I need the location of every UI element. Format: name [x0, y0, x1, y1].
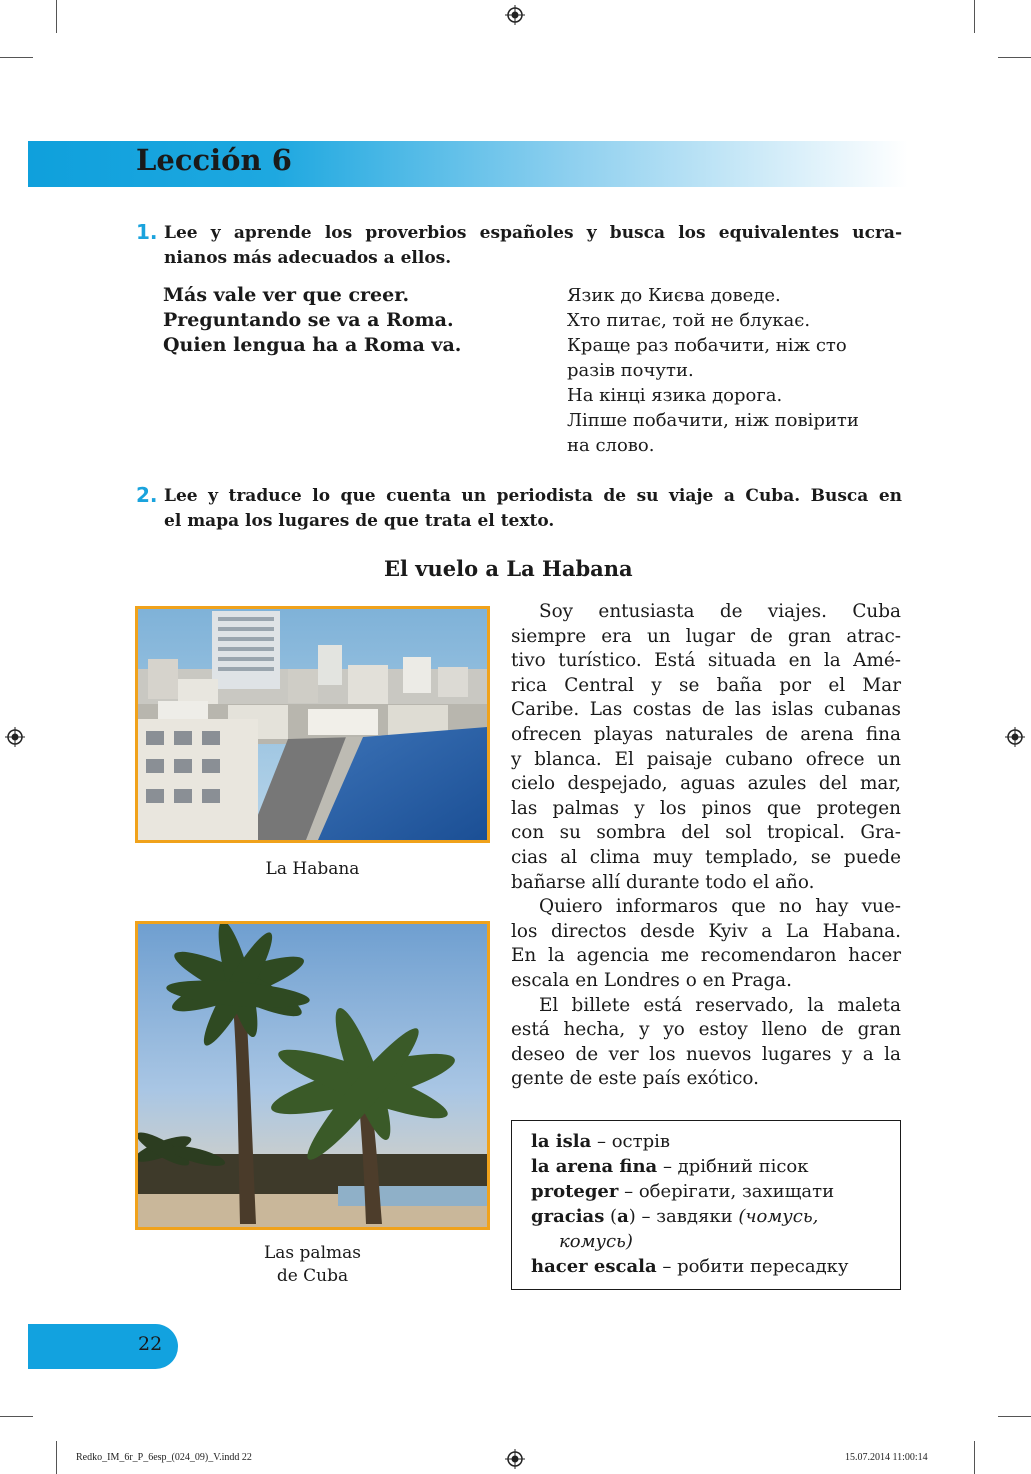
crop-mark: [0, 57, 33, 58]
vocab-paren-open: (: [604, 1206, 618, 1227]
exercise-2-number: 2.: [136, 483, 158, 507]
instruction-line: nianos más adecuados a ellos.: [164, 248, 452, 268]
crop-mark: [974, 1441, 975, 1474]
vocab-preposition: a: [617, 1206, 629, 1227]
footer-date-slug: 15.07.2014 11:00:14: [845, 1452, 928, 1463]
vocab-term: gracias: [531, 1206, 605, 1227]
story-text: [511, 600, 901, 1092]
vocab-row: [531, 1154, 900, 1179]
registration-mark-icon: [505, 5, 525, 25]
equivalent-line: Ліпше побачити, ніж повірити: [567, 410, 859, 431]
story-line: siempre era un lugar de gran atrac-: [511, 625, 901, 647]
vocab-row: [531, 1229, 900, 1254]
story-line: gente de este país exótico.: [511, 1068, 759, 1090]
proverb: Quien lengua ha a Roma va.: [163, 334, 462, 356]
instruction-line: el mapa los lugares de que trata el texto.: [164, 511, 555, 531]
story-line: En la agencia me recomendaron hacer: [511, 945, 901, 967]
instruction-line: Lee y aprende los proverbios españoles y busca los equivalentes ucra-: [164, 223, 902, 243]
caption-line: Las palmas: [264, 1243, 361, 1263]
story-line: cias al clima muy templado, se puede: [511, 846, 901, 868]
story-line: y blanca. El paisaje cubano ofrece un: [511, 748, 901, 770]
vocab-translation: – робити пересадку: [656, 1256, 849, 1277]
vocab-note: комусь): [559, 1231, 633, 1252]
equivalent-line: Хто питає, той не блукає.: [567, 310, 811, 331]
crop-mark: [998, 57, 1031, 58]
palms-photo: [135, 921, 490, 1230]
vocab-row: [531, 1179, 900, 1204]
crop-mark: [56, 0, 57, 33]
story-line: rica Central y se baña por el Mar: [511, 674, 901, 696]
vocab-paren-close: ): [628, 1206, 636, 1227]
story-line: Caribe. Las costas de las islas cubanas: [511, 699, 901, 721]
story-line: los directos desde Kyiv a La Habana.: [511, 920, 901, 942]
caption-line: de Cuba: [276, 1266, 349, 1286]
exercise-1-instruction: [164, 221, 902, 271]
story-line: bañarse allí durante todo el año.: [511, 871, 815, 893]
lesson-title: Lección 6: [136, 143, 292, 177]
equivalent-line: На кінці язика дорога.: [567, 385, 783, 406]
vocab-term: proteger: [531, 1181, 619, 1202]
registration-mark-icon: [1005, 727, 1025, 747]
instruction-line: Lee y traduce lo que cuenta un periodista de su viaje a Cuba. Busca en: [164, 486, 902, 506]
registration-mark-icon: [5, 727, 25, 747]
vocabulary-box: [511, 1120, 901, 1290]
story-title: El vuelo a La Habana: [384, 556, 633, 581]
vocab-row: [531, 1129, 900, 1154]
proverb: Más vale ver que creer.: [163, 284, 410, 306]
story-line: las palmas y los pinos que protegen: [511, 797, 901, 819]
story-line: ofrecen playas naturales de arena fina: [511, 723, 901, 745]
vocab-translation: – оберігати, захищати: [618, 1181, 835, 1202]
vocab-note: (чомусь,: [738, 1206, 819, 1227]
vocab-translation: – острів: [591, 1131, 670, 1152]
palms-caption: [135, 1242, 490, 1288]
story-line: El billete está reservado, la maleta: [539, 994, 901, 1016]
ukrainian-equivalents: [567, 283, 907, 458]
exercise-2-instruction: [164, 484, 902, 534]
story-line: deseo de ver los nuevos lugares y a la: [511, 1043, 901, 1065]
story-line: escala en Londres o en Praga.: [511, 969, 792, 991]
story-line: Soy entusiasta de viajes. Cuba: [539, 601, 901, 622]
proverb: Preguntando se va a Roma.: [163, 309, 454, 331]
page-number: 22: [138, 1333, 163, 1355]
palm-trees-image: [138, 924, 487, 1227]
equivalent-line: разів почути.: [567, 360, 694, 381]
vocab-translation: – завдяки: [635, 1206, 739, 1227]
exercise-1-number: 1.: [136, 220, 158, 244]
vocab-row: [531, 1254, 900, 1279]
havana-caption: La Habana: [265, 859, 360, 879]
vocab-term: la isla: [531, 1131, 592, 1152]
story-line: cielo despejado, aguas azules del mar,: [511, 773, 901, 795]
vocab-translation: – дрібний пісок: [657, 1156, 809, 1177]
equivalent-line: Язик до Києва доведе.: [567, 285, 781, 306]
crop-mark: [974, 0, 975, 33]
spanish-proverbs: [163, 283, 461, 358]
vocab-term: la arena fina: [531, 1156, 658, 1177]
vocab-term: hacer escala: [531, 1256, 657, 1277]
footer-file-slug: Redko_IM_6r_P_6esp_(024_09)_V.indd 22: [76, 1452, 252, 1463]
story-line: con su sombra del sol tropical. Gra-: [511, 822, 901, 844]
registration-mark-icon: [505, 1449, 525, 1469]
crop-mark: [0, 1416, 33, 1417]
crop-mark: [998, 1416, 1031, 1417]
story-line: tivo turístico. Está situada en la Amé-: [511, 650, 901, 672]
vocab-row: [531, 1204, 900, 1229]
story-line: Quiero informaros que no hay vue-: [539, 896, 901, 918]
havana-photo: [135, 606, 490, 843]
equivalent-line: Краще раз побачити, ніж сто: [567, 335, 847, 356]
havana-cityscape-image: [138, 609, 487, 840]
equivalent-line: на слово.: [567, 435, 655, 456]
crop-mark: [56, 1441, 57, 1474]
story-line: está hecha, y yo estoy lleno de gran: [511, 1019, 901, 1041]
